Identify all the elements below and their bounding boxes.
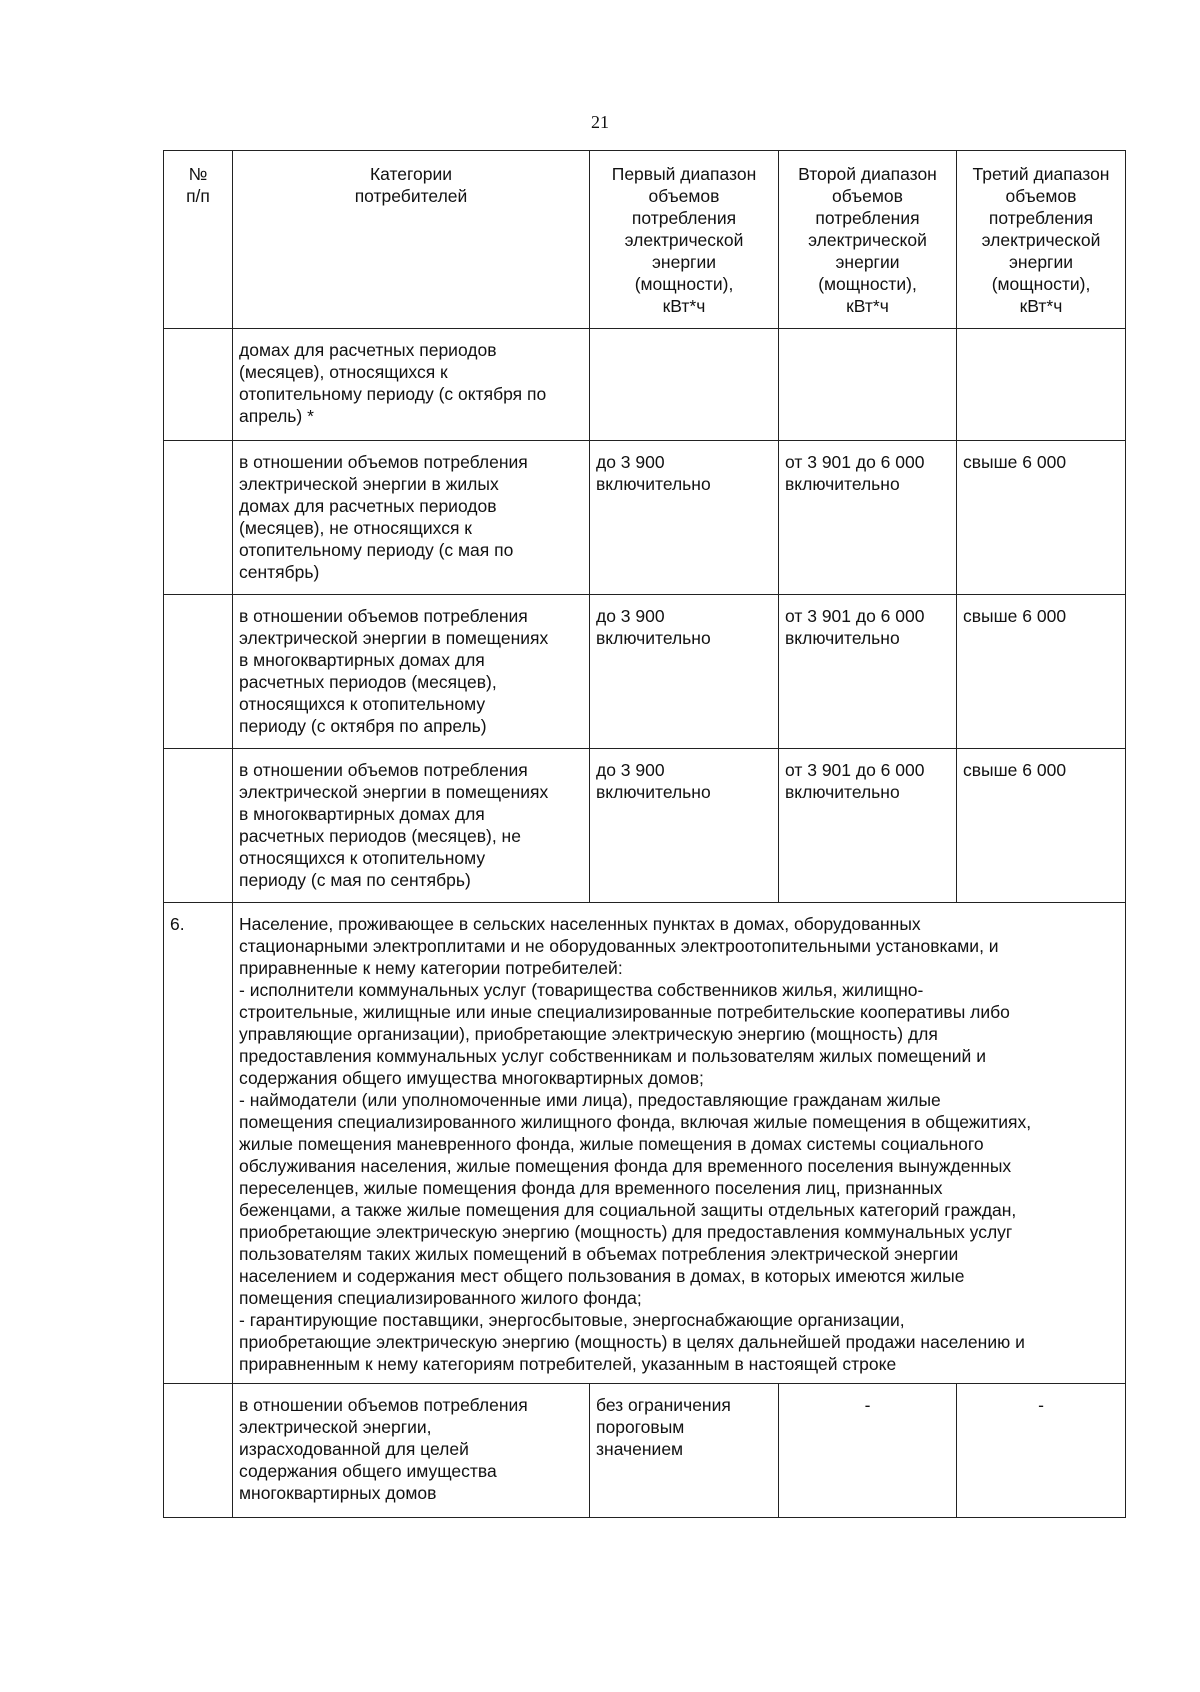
text-line: кВт*ч	[846, 296, 889, 316]
text-line: в отношении объемов потребления	[239, 452, 528, 472]
text-line: относящихся к отопительному	[239, 848, 486, 868]
row-range-1	[590, 1384, 779, 1518]
text-line: строительные, жилищные или иные специализированные потребительские кооперативы либо	[239, 1002, 1010, 1022]
text-line: пользователям таких жилых помещений в объемах потребления электрической энергии	[239, 1244, 959, 1264]
row-num: 6.	[164, 903, 233, 1384]
text-line: в отношении объемов потребления	[239, 606, 528, 626]
row-category	[233, 749, 590, 903]
header-range-2	[779, 151, 957, 329]
row-num	[164, 749, 233, 903]
text-line: свыше 6 000	[963, 452, 1067, 472]
text-line: энергии	[652, 252, 716, 272]
text-line: расчетных периодов (месяцев),	[239, 672, 497, 692]
text-line: включительно	[785, 474, 900, 494]
text-line: расчетных периодов (месяцев), не	[239, 826, 521, 846]
table-row	[164, 595, 1126, 749]
text-line: объемов	[832, 186, 903, 206]
text-line: до 3 900	[596, 760, 665, 780]
table-row	[164, 329, 1126, 441]
text-line: - исполнители коммунальных услуг (товарищества собственников жилья, жилищно-	[239, 980, 924, 1000]
row-range-2	[779, 749, 957, 903]
text-line: от 3 901 до 6 000	[785, 760, 925, 780]
text-line: (мощности),	[634, 274, 734, 294]
row-range-2	[779, 595, 957, 749]
row-range-3	[957, 441, 1126, 595]
text-line: приравненные к нему категории потребителей:	[239, 958, 623, 978]
text-line: до 3 900	[596, 452, 665, 472]
row-category	[233, 1384, 590, 1518]
row-range-2	[779, 329, 957, 441]
text-line: включительно	[785, 628, 900, 648]
text-line: от 3 901 до 6 000	[785, 452, 925, 472]
text-line: в многоквартирных домах для	[239, 650, 485, 670]
row-range-1	[590, 441, 779, 595]
text-line: домах для расчетных периодов	[239, 340, 497, 360]
text-line: значением	[596, 1439, 684, 1459]
text-line: без ограничения	[596, 1395, 731, 1415]
text-line: содержания общего имущества	[239, 1461, 497, 1481]
header-range-1	[590, 151, 779, 329]
text-line: беженцами, а также жилые помещения для социальной защиты отдельных категорий граждан,	[239, 1200, 1017, 1220]
text-line: управляющие организации), приобретающие электрическую энергию (мощность) для	[239, 1024, 938, 1044]
text-line: №	[188, 164, 208, 184]
text-line: (месяцев), относящихся к	[239, 362, 448, 382]
table-row	[164, 441, 1126, 595]
row-num	[164, 595, 233, 749]
text-line: электрической энергии в помещениях	[239, 628, 549, 648]
tariff-ranges-table	[163, 150, 1126, 1518]
text-line: - наймодатели (или уполномоченные ими лица), предоставляющие гражданам жилые	[239, 1090, 941, 1110]
table-row-6	[164, 903, 1126, 1384]
row-range-3	[957, 329, 1126, 441]
text-line: стационарными электроплитами и не оборудованных электроотопительными установками, и	[239, 936, 999, 956]
text-line: до 3 900	[596, 606, 665, 626]
row-num	[164, 329, 233, 441]
row-category	[233, 595, 590, 749]
text-line: включительно	[596, 474, 711, 494]
row-6-description	[233, 903, 1126, 1384]
row-range-1	[590, 329, 779, 441]
header-num	[164, 151, 233, 329]
text-line: электрической	[981, 230, 1101, 250]
text-line: переселенцев, жилые помещения фонда для временного поселения лиц, признанных	[239, 1178, 943, 1198]
row-range-2: -	[779, 1384, 957, 1518]
text-line: в отношении объемов потребления	[239, 760, 528, 780]
text-line: кВт*ч	[1019, 296, 1063, 316]
text-line: пороговым	[596, 1417, 685, 1437]
text-line: электрической энергии,	[239, 1417, 432, 1437]
text-line: сентябрь)	[239, 562, 320, 582]
text-line: приобретающие электрическую энергию (мощность) в целях дальнейшей продажи населению и	[239, 1332, 1025, 1352]
text-line: электрической энергии в помещениях	[239, 782, 549, 802]
page-number: 21	[591, 112, 609, 132]
text-line: (мощности),	[991, 274, 1091, 294]
text-line: периоду (с мая по сентябрь)	[239, 870, 471, 890]
row-range-1	[590, 749, 779, 903]
text-line: отопительному периоду (с мая по	[239, 540, 514, 560]
text-line: объемов	[648, 186, 720, 206]
text-line: в отношении объемов потребления	[239, 1395, 528, 1415]
text-line: помещения специализированного жилого фонда;	[239, 1288, 642, 1308]
header-category	[233, 151, 590, 329]
text-line: Третий диапазон	[972, 164, 1110, 184]
text-line: населением и содержания мест общего пользования в домах, в которых имеются жилые	[239, 1266, 965, 1286]
text-line: объемов	[1005, 186, 1077, 206]
text-line: п/п	[186, 186, 210, 206]
text-line: включительно	[596, 628, 711, 648]
text-line: Первый диапазон	[611, 164, 757, 184]
text-line: энергии	[835, 252, 900, 272]
text-line: энергии	[1009, 252, 1073, 272]
table-row	[164, 749, 1126, 903]
text-line: (месяцев), не относящихся к	[239, 518, 472, 538]
row-category	[233, 329, 590, 441]
text-line: приобретающие электрическую энергию (мощность) для предоставления коммунальных услуг	[239, 1222, 1013, 1242]
text-line: потребления	[815, 208, 920, 228]
text-line: относящихся к отопительному	[239, 694, 486, 714]
text-line: свыше 6 000	[963, 606, 1067, 626]
row-num	[164, 441, 233, 595]
text-line: от 3 901 до 6 000	[785, 606, 925, 626]
text-line: потребителей	[354, 186, 468, 206]
row-num	[164, 1384, 233, 1518]
text-line: электрической	[624, 230, 744, 250]
text-line: включительно	[596, 782, 711, 802]
text-line: в многоквартирных домах для	[239, 804, 485, 824]
text-line: многоквартирных домов	[239, 1483, 437, 1503]
text-line: включительно	[785, 782, 900, 802]
row-range-3	[957, 595, 1126, 749]
text-line: израсходованной для целей	[239, 1439, 469, 1459]
text-line: (мощности),	[818, 274, 917, 294]
header-range-3	[957, 151, 1126, 329]
row-range-2	[779, 441, 957, 595]
text-line: приравненным к нему категориям потребителей, указанным в настоящей строке	[239, 1354, 897, 1374]
text-line: - гарантирующие поставщики, энергосбытовые, энергоснабжающие организации,	[239, 1310, 905, 1330]
text-line: обслуживания населения, жилые помещения фонда для временного поселения вынужденных	[239, 1156, 1012, 1176]
row-category	[233, 441, 590, 595]
table-row	[164, 1384, 1126, 1518]
header-row	[164, 151, 1126, 329]
text-line: Население, проживающее в сельских населенных пунктах в домах, оборудованных	[239, 914, 921, 934]
text-line: помещения специализированного жилищного фонда, включая жилые помещения в общежитиях,	[239, 1112, 1032, 1132]
text-line: домах для расчетных периодов	[239, 496, 497, 516]
text-line: кВт*ч	[662, 296, 706, 316]
text-line: электрической	[808, 230, 927, 250]
text-line: содержания общего имущества многоквартирных домов;	[239, 1068, 704, 1088]
text-line: предоставления коммунальных услуг собственникам и пользователям жилых помещений и	[239, 1046, 986, 1066]
text-line: потребления	[988, 208, 1094, 228]
text-line: свыше 6 000	[963, 760, 1067, 780]
text-line: электрической энергии в жилых	[239, 474, 499, 494]
row-range-3: -	[957, 1384, 1126, 1518]
text-line: жилые помещения маневренного фонда, жилые помещения в домах системы социального	[239, 1134, 984, 1154]
row-range-3	[957, 749, 1126, 903]
text-line: отопительному периоду (с октября по	[239, 384, 547, 404]
text-line: Второй диапазон	[798, 164, 937, 184]
text-line: периоду (с октября по апрель)	[239, 716, 487, 736]
text-line: апрель) *	[239, 406, 314, 426]
row-range-1	[590, 595, 779, 749]
text-line: Категории	[369, 164, 453, 184]
text-line: потребления	[631, 208, 737, 228]
